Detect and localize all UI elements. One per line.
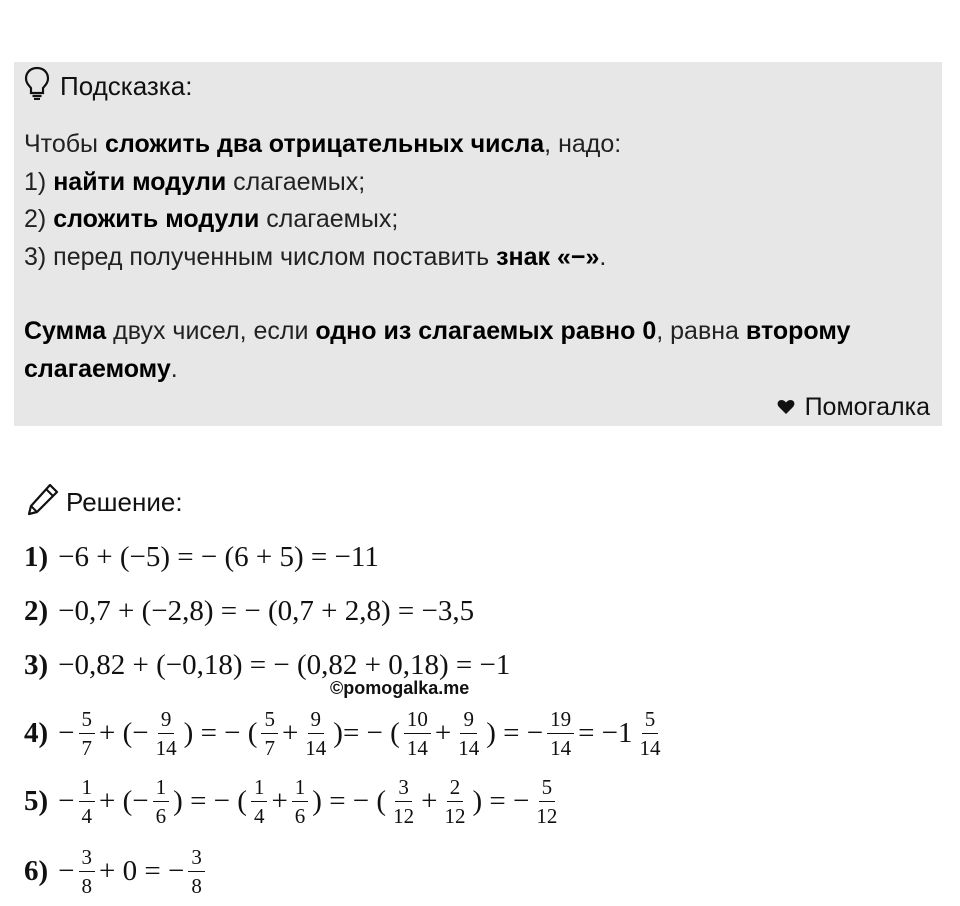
numerator: 3 xyxy=(395,775,412,802)
brand-name: Помогалка xyxy=(804,393,930,421)
bold-text: найти модули xyxy=(53,167,227,196)
expr-part: − xyxy=(58,854,75,887)
fraction xyxy=(292,775,309,828)
denominator: 14 xyxy=(406,735,428,760)
denominator: 12 xyxy=(393,803,415,828)
fraction xyxy=(79,775,96,828)
denominator: 14 xyxy=(155,735,177,760)
fraction xyxy=(153,707,180,760)
solution-row-2 xyxy=(24,591,474,631)
bold-text: сложить модули xyxy=(53,205,260,233)
row-expression: −0,7 + (−2,8) = − (0,7 + 2,8) = −3,5 xyxy=(58,594,475,627)
row-number: 5) xyxy=(24,784,49,817)
fraction xyxy=(153,775,170,828)
denominator: 14 xyxy=(305,735,327,760)
numerator: 5 xyxy=(79,707,96,734)
hint-line xyxy=(24,201,924,239)
fraction xyxy=(261,707,278,760)
brand-signature xyxy=(777,393,930,422)
denominator: 14 xyxy=(550,735,572,760)
text: 2) xyxy=(24,205,54,233)
text: слагаемых; xyxy=(259,205,399,233)
text: двух чисел, если xyxy=(106,317,316,345)
expr-part: ) = − ( xyxy=(312,784,387,817)
solution-row-5 xyxy=(24,776,564,826)
denominator: 14 xyxy=(639,735,661,760)
row-number: 6) xyxy=(24,854,49,887)
expr-part: ) = − xyxy=(472,784,530,817)
expr-part: + xyxy=(434,716,452,749)
hint-line xyxy=(24,313,924,351)
lightbulb-icon xyxy=(24,66,60,107)
numerator: 9 xyxy=(460,707,477,734)
row-number: 2) xyxy=(24,594,49,627)
denominator: 6 xyxy=(155,803,167,828)
hint-title: Подсказка: xyxy=(60,70,193,101)
watermark: ©pomogalka.me xyxy=(330,678,470,698)
bold-text: слагаемому xyxy=(24,354,171,383)
bold-text: одно из слагаемых равно 0 xyxy=(315,317,657,345)
numerator: 1 xyxy=(153,775,170,802)
fraction xyxy=(302,707,329,760)
denominator: 8 xyxy=(81,873,93,898)
expr-part: ) = − ( xyxy=(173,784,247,817)
hint-text xyxy=(24,126,924,388)
numerator: 19 xyxy=(547,707,574,734)
denominator: 4 xyxy=(253,803,265,828)
denominator: 6 xyxy=(294,803,306,828)
fraction xyxy=(188,845,205,898)
numerator: 9 xyxy=(158,707,175,734)
row-expression: −0,82 + (−0,18) = − (0,82 + 0,18) = −1 xyxy=(58,648,511,681)
text: слагаемых; xyxy=(226,167,366,196)
fraction xyxy=(455,707,482,760)
spacer xyxy=(24,276,924,313)
expr-part: − xyxy=(58,784,75,817)
expr-part: = −1 xyxy=(578,716,633,749)
fraction xyxy=(533,775,560,828)
bold-text: второму xyxy=(745,317,851,345)
denominator: 4 xyxy=(81,803,93,828)
fraction xyxy=(404,707,431,760)
row-number: 3) xyxy=(24,648,49,681)
hint-header xyxy=(24,66,192,106)
expr-part: + (− xyxy=(99,784,149,817)
heart-icon xyxy=(777,393,805,422)
denominator: 12 xyxy=(536,803,558,828)
solution-header xyxy=(26,482,183,522)
numerator: 5 xyxy=(261,707,278,734)
numerator: 5 xyxy=(539,775,556,802)
expr-part: )= − ( xyxy=(333,716,400,749)
fraction xyxy=(251,775,268,828)
expr-part: − xyxy=(58,716,75,749)
expr-part: + xyxy=(421,784,438,817)
denominator: 7 xyxy=(81,735,93,760)
bold-text: сложить два отрицательных числа xyxy=(104,130,545,158)
bold-text: знак «−» xyxy=(496,242,600,271)
fraction xyxy=(547,707,574,760)
fraction xyxy=(441,775,468,828)
text: . xyxy=(599,242,607,271)
fraction xyxy=(637,707,664,760)
denominator: 12 xyxy=(444,803,466,828)
numerator: 1 xyxy=(79,775,96,802)
fraction xyxy=(79,707,96,760)
numerator: 1 xyxy=(251,775,268,802)
text: 3) перед полученным числом поставить xyxy=(24,242,497,271)
expr-part: ) = − xyxy=(486,716,544,749)
numerator: 10 xyxy=(404,707,431,734)
text: , надо: xyxy=(544,130,622,158)
expr-part: ) = − ( xyxy=(183,716,258,749)
hint-line xyxy=(24,239,924,277)
numerator: 3 xyxy=(188,845,205,872)
pencil-icon xyxy=(26,482,66,523)
expr-part: + 0 = − xyxy=(99,854,185,887)
solution-row-4 xyxy=(24,708,668,758)
numerator: 9 xyxy=(308,707,325,734)
text: , равна xyxy=(656,317,746,345)
solution-row-6 xyxy=(24,846,209,896)
bold-text: Сумма xyxy=(24,317,107,345)
solution-row-1 xyxy=(24,537,379,577)
row-expression: −6 + (−5) = − (6 + 5) = −11 xyxy=(58,540,379,573)
row-number: 4) xyxy=(24,716,49,749)
fraction xyxy=(79,845,96,898)
fraction xyxy=(390,775,417,828)
hint-line xyxy=(24,164,924,202)
text: Чтобы xyxy=(24,130,105,158)
row-number: 1) xyxy=(24,540,49,573)
denominator: 8 xyxy=(191,873,202,898)
numerator: 3 xyxy=(79,845,96,872)
expr-part: + xyxy=(281,716,299,749)
hint-line xyxy=(24,126,924,164)
text: . xyxy=(170,354,178,383)
denominator: 7 xyxy=(264,735,275,760)
numerator: 2 xyxy=(447,775,464,802)
text: 1) xyxy=(24,167,54,196)
denominator: 14 xyxy=(458,735,480,760)
numerator: 5 xyxy=(642,707,659,734)
hint-line xyxy=(24,351,924,389)
expr-part: + (− xyxy=(99,716,149,749)
numerator: 1 xyxy=(292,775,309,802)
solution-title: Решение: xyxy=(66,486,183,517)
expr-part: + xyxy=(271,784,288,817)
